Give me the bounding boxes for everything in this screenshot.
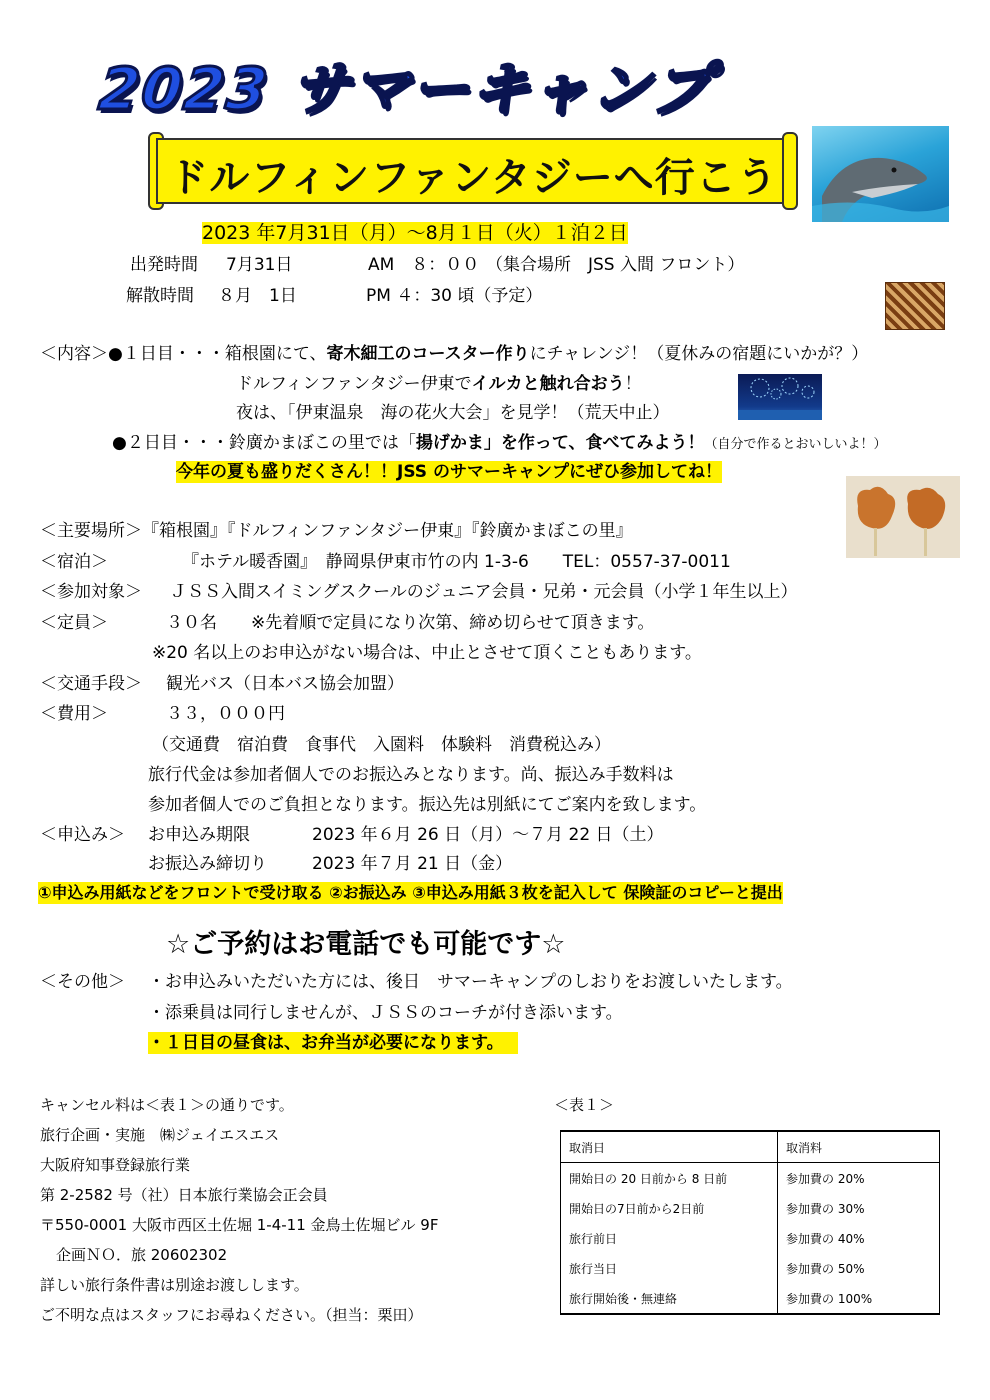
footer-line-8: ご不明な点はスタッフにお尋ねください。（担当：栗田） xyxy=(40,1306,423,1324)
content-line-3: 夜は、「伊東温泉 海の花火大会」を見学！（荒天中止） xyxy=(236,403,670,423)
day2-note: （自分で作るとおいしいよ！） xyxy=(704,437,887,452)
table-header-row xyxy=(561,1131,940,1163)
apply-deadline-label: お申込み期限 xyxy=(148,825,250,845)
day2-highlight: 揚げかま」を作って、食べてみよう！ xyxy=(415,433,705,453)
content-line-1 xyxy=(40,343,868,365)
day1-prefix: ●１日目・・・箱根園にて、 xyxy=(108,344,327,364)
phone-reservation-callout: ☆ご予約はお電話でも可能です☆ xyxy=(166,929,566,960)
stay-label: ＜宿泊＞ xyxy=(40,552,108,572)
cancel-date-cell: 旅行前日 xyxy=(561,1223,778,1253)
day1-highlight: 寄木細工のコースター作り xyxy=(326,344,530,364)
footer-line-2: 旅行企画・実施 ㈱ジェイエスエス xyxy=(40,1126,280,1144)
day1-line2-suffix: ！ xyxy=(624,374,642,394)
stay-value: 『ホテル暖香園』 静岡県伊東市竹の内 1-3-6 TEL：0557-37-0011 xyxy=(182,552,731,572)
table-row xyxy=(561,1283,940,1314)
target-label: ＜参加対象＞ xyxy=(40,582,142,602)
day1-line2-highlight: イルカと触れ合おう xyxy=(471,374,625,394)
cancel-fee-cell: 参加費の 30% xyxy=(778,1193,940,1223)
cancel-fee-cell: 参加費の 20% xyxy=(778,1163,940,1194)
apply-label: ＜申込み＞ xyxy=(40,825,125,845)
cancel-date-cell: 旅行当日 xyxy=(561,1253,778,1283)
page-title: 2023 サマーキャンプ xyxy=(95,55,715,123)
footer-line-6: 企画ＮＯ．旅 20602302 xyxy=(56,1246,228,1264)
table-caption: ＜表１＞ xyxy=(554,1096,615,1114)
footer-line-5: 〒550-0001 大阪市西区土佐堀 1-4-11 金鳥土佐堀ビル 9F xyxy=(40,1216,439,1234)
transport-label: ＜交通手段＞ xyxy=(40,674,142,694)
fee-note-2: 旅行代金は参加者個人でのお振込みとなります。尚、振込み手数料は xyxy=(148,765,674,785)
depart-time: AM ８：００ xyxy=(368,255,480,275)
other-item-3: ・１日目の昼食は、お弁当が必要になります。 xyxy=(148,1032,518,1054)
content-line-2 xyxy=(236,373,642,395)
content-label: ＜内容＞ xyxy=(40,344,108,364)
capacity-label: ＜定員＞ xyxy=(40,613,108,633)
places-value: 『箱根園』『ドルフィンファンタジー伊東』『鈴廣かまぼこの里』 xyxy=(142,521,633,541)
cancel-date-cell: 開始日の 20 日前から 8 日前 xyxy=(561,1163,778,1194)
transfer-deadline: 2023 年７月 21 日（金） xyxy=(312,854,513,874)
transfer-deadline-label: お振込み締切り xyxy=(148,854,267,874)
content-line-4 xyxy=(112,432,887,456)
capacity-value: ３０名 ※先着順で定員になり次第、締め切らせて頂きます。 xyxy=(166,613,655,633)
title-banner xyxy=(148,128,798,212)
dismiss-time: PM ４：30 頃（予定） xyxy=(366,286,543,306)
places-row xyxy=(40,520,633,542)
other-item-1: ・お申込みいただいた方には、後日 サマーキャンプのしおりをお渡しいたします。 xyxy=(148,972,793,992)
cancel-fee-cell: 参加費の 40% xyxy=(778,1223,940,1253)
application-steps: ①申込み用紙などをフロントで受け取る ②お振込み ③申込み用紙３枚を記入して 保険証のコピーと提出 xyxy=(38,883,783,902)
age-kamaboko-photo xyxy=(846,476,960,558)
depart-date: 7月31日 xyxy=(226,255,293,275)
footer-line-1: キャンセル料は＜表１＞の通りです。 xyxy=(40,1096,294,1114)
day2-prefix: ●２日目・・・鈴廣かまぼこの里では「 xyxy=(112,433,416,453)
yosegi-coaster-photo xyxy=(885,282,945,330)
event-dates: 2023 年7月31日（月）～8月１日（火）１泊２日 xyxy=(202,222,628,244)
cancel-date-cell: 開始日の7日前から2日前 xyxy=(561,1193,778,1223)
table-row xyxy=(561,1193,940,1223)
dolphin-photo xyxy=(812,126,949,222)
fee-value: ３３，０００円 xyxy=(166,704,285,724)
fireworks-photo xyxy=(738,374,822,420)
places-label: ＜主要場所＞ xyxy=(40,521,142,541)
header-cancel-date: 取消日 xyxy=(561,1131,778,1163)
footer-line-7: 詳しい旅行条件書は別途お渡しします。 xyxy=(40,1276,309,1294)
day1-line2-prefix: ドルフィンファンタジー伊東で xyxy=(236,374,472,394)
apply-deadline: 2023 年６月 26 日（月）～７月 22 日（土） xyxy=(312,825,664,845)
target-value: ＪＳＳ入間スイミングスクールのジュニア会員・兄弟・元会員（小学１年生以上） xyxy=(170,582,798,602)
fee-note-1: （交通費 宿泊費 食事代 入園料 体験料 消費税込み） xyxy=(152,735,611,755)
capacity-note: ※20 名以上のお申込がない場合は、中止とさせて頂くこともあります。 xyxy=(152,643,702,663)
table-row xyxy=(561,1253,940,1283)
cancel-fee-cell: 参加費の 50% xyxy=(778,1253,940,1283)
banner-title: ドルフィンファンタジーへ行こう xyxy=(168,155,778,201)
fee-label: ＜費用＞ xyxy=(40,704,108,724)
footer-line-3: 大阪府知事登録旅行業 xyxy=(40,1156,191,1174)
header-cancel-fee: 取消料 xyxy=(778,1131,940,1163)
promo-line: 今年の夏も盛りだくさん！！JSS のサマーキャンプにぜひ参加してね！ xyxy=(176,462,722,482)
cancel-date-cell: 旅行開始後・無連絡 xyxy=(561,1283,778,1314)
cancellation-fee-table xyxy=(560,1130,940,1315)
table-row xyxy=(561,1223,940,1253)
table-row xyxy=(561,1163,940,1194)
fee-note-3: 参加者個人でのご負担となります。振込先は別紙にてご案内を致します。 xyxy=(148,795,707,815)
dismiss-date: ８月 1日 xyxy=(218,286,297,306)
cancel-fee-cell: 参加費の 100% xyxy=(778,1283,940,1314)
footer-line-4: 第 2-2582 号（社）日本旅行業協会正会員 xyxy=(40,1186,328,1204)
day1-suffix: にチャレンジ！（夏休みの宿題にいかが？） xyxy=(529,344,869,364)
other-label: ＜その他＞ xyxy=(40,972,125,992)
transport-value: 観光バス（日本バス協会加盟） xyxy=(166,674,404,694)
depart-label: 出発時間 xyxy=(130,255,198,275)
dismiss-label: 解散時間 xyxy=(126,286,194,306)
other-item-2: ・添乗員は同行しませんが、ＪＳＳのコーチが付き添います。 xyxy=(148,1003,623,1023)
depart-place: （集合場所 JSS 入間 フロント） xyxy=(486,255,745,275)
